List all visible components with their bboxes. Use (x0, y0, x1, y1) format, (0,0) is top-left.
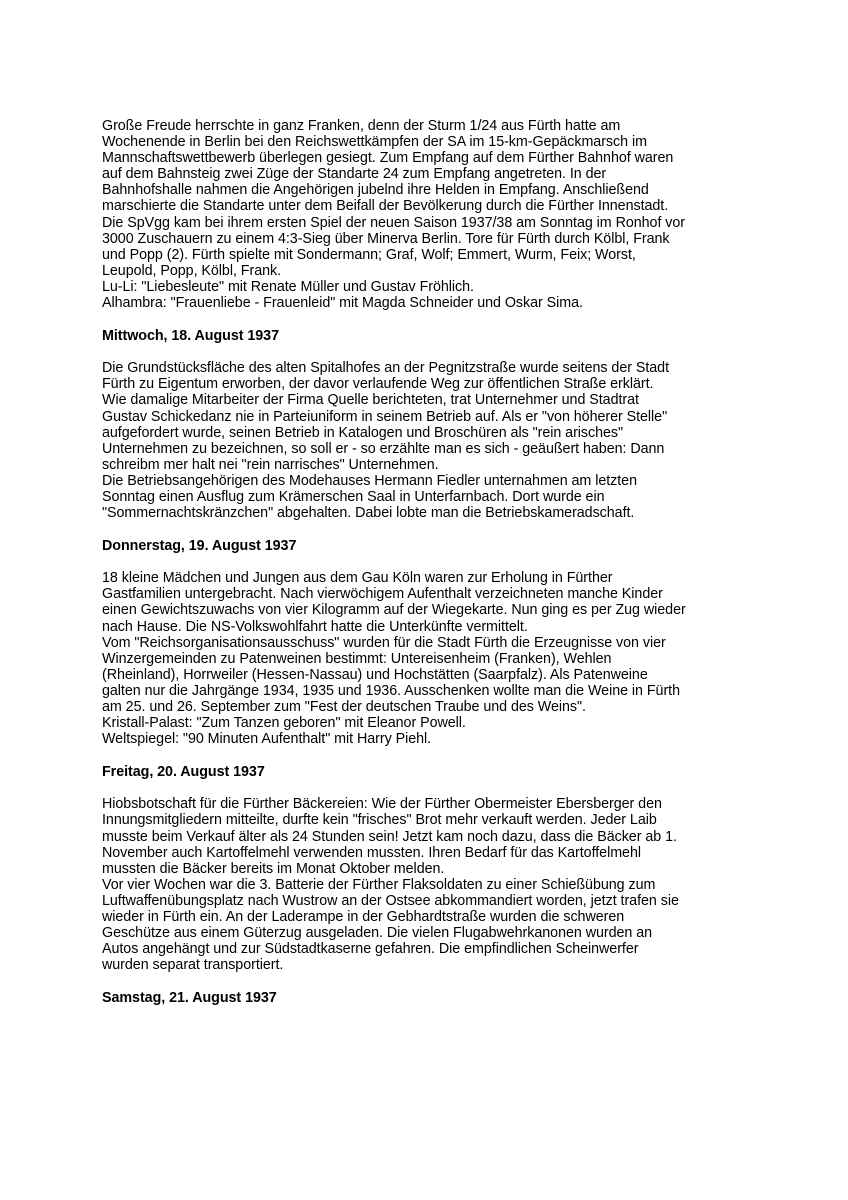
text-line: Kristall-Palast: "Zum Tanzen geboren" mit Eleanor Powell. (102, 715, 466, 732)
text-line: Gustav Schickedanz nie in Parteiuniform in seinem Betrieb auf. Als er "von höherer Stelle" (102, 408, 668, 425)
text-line: Fürth zu Eigentum erworben, der davor verlaufende Weg zur öffentlichen Straße erklärt. (102, 376, 654, 393)
text-line: Hiobsbotschaft für die Fürther Bäckereien: Wie der Fürther Obermeister Ebersberger den (102, 796, 662, 813)
text-line: 18 kleine Mädchen und Jungen aus dem Gau Köln waren zur Erholung in Fürther (102, 570, 613, 587)
section-wednesday (102, 328, 752, 522)
text-line: (Rheinland), Horrweiler (Hessen-Nassau) und Hochstätten (Saarpfalz). Als Patenweine (102, 666, 648, 683)
date-heading: Freitag, 20. August 1937 (102, 763, 265, 780)
text-line: aufgefordert wurde, seinen Betrieb in Katalogen und Broschüren als "rein arisches" (102, 424, 624, 441)
date-heading: Mittwoch, 18. August 1937 (102, 327, 279, 344)
text-line: musste beim Verkauf älter als 24 Stunden sein! Jetzt kam noch dazu, dass die Bäcker ab 1. (102, 828, 677, 845)
text-line: Bahnhofshalle nahmen die Angehörigen jubelnd ihre Helden in Empfang. Anschließend (102, 182, 649, 199)
text-line: Die Betriebsangehörigen des Modehauses Hermann Fiedler unternahmen am letzten (102, 472, 637, 489)
text-line: Sonntag einen Ausflug zum Krämerschen Saal in Unterfarnbach. Dort wurde ein (102, 488, 605, 505)
text-line: Winzergemeinden zu Patenweinen bestimmt: Untereisenheim (Franken), Wehlen (102, 650, 612, 667)
text-line: einen Gewichtszuwachs von vier Kilogramm auf der Wiegekarte. Nun ging es per Zug wieder (102, 602, 686, 619)
text-line: schreibm mer halt nei "rein narrisches" Unternehmen. (102, 456, 439, 473)
text-line: Die SpVgg kam bei ihrem ersten Spiel der neuen Saison 1937/38 am Sonntag im Ronhof vor (102, 214, 686, 231)
text-line: Gastfamilien untergebracht. Nach vierwöchigem Aufenthalt verzeichneten manche Kinder (102, 586, 663, 603)
text-line: und Popp (2). Fürth spielte mit Sondermann; Graf, Wolf; Emmert, Wurm, Feix; Worst, (102, 246, 636, 263)
date-heading: Donnerstag, 19. August 1937 (102, 537, 297, 554)
text-line: Unternehmen zu bezeichnen, so soll er - so erzählte man es sich - geäußert haben: Dann (102, 440, 665, 457)
spacer (102, 747, 752, 764)
text-line: Mannschaftswettbewerb überlegen gesiegt. Zum Empfang auf dem Fürther Bahnhof waren (102, 150, 674, 167)
text-line: Große Freude herrschte in ganz Franken, denn der Sturm 1/24 aus Fürth hatte am (102, 118, 621, 134)
text-line: Wie damalige Mitarbeiter der Firma Quelle berichteten, trat Unternehmer und Stadtrat (102, 392, 639, 409)
spacer (102, 973, 752, 990)
text-line: Luftwaffenübungsplatz nach Wustrow an der Ostsee abkommandiert worden, jetzt trafen sie (102, 892, 679, 909)
text-line: marschierte die Standarte unter dem Beifall der Bevölkerung durch die Fürther Innenstadt. (102, 198, 669, 215)
text-line: Die Grundstücksfläche des alten Spitalhofes an der Pegnitzstraße wurde seitens der Stadt (102, 360, 669, 377)
spacer (102, 344, 752, 361)
section-intro (102, 118, 752, 311)
spacer (102, 311, 752, 328)
text-line: mussten die Bäcker bereits im Monat Oktober melden. (102, 860, 445, 877)
text-line: Leupold, Popp, Kölbl, Frank. (102, 262, 282, 279)
section-thursday (102, 538, 752, 748)
text-line: 3000 Zuschauern zu einem 4:3-Sieg über Minerva Berlin. Tore für Fürth durch Kölbl, Frank (102, 230, 670, 247)
text-line: Alhambra: "Frauenliebe - Frauenleid" mit Magda Schneider und Oskar Sima. (102, 295, 583, 312)
text-line: Vor vier Wochen war die 3. Batterie der Fürther Flaksoldaten zu einer Schießübung zum (102, 876, 656, 893)
text-line: Wochenende in Berlin bei den Reichswettkämpfen der SA im 15-km-Gepäckmarsch im (102, 134, 647, 151)
text-line: wurden separat transportiert. (102, 957, 284, 974)
text-line: Lu-Li: "Liebesleute" mit Renate Müller und Gustav Fröhlich. (102, 278, 474, 295)
text-line: Innungsmitgliedern mitteilte, durfte kein "frisches" Brot mehr verkauft werden. Jeder Laib (102, 812, 657, 829)
spacer (102, 780, 752, 797)
section-saturday (102, 990, 752, 1006)
text-line: Autos angehängt und zur Südstadtkaserne gefahren. Die empfindlichen Scheinwerfer (102, 941, 639, 958)
text-line: wieder in Fürth ein. An der Laderampe in der Gebhardtstraße wurden die schweren (102, 909, 625, 926)
text-line: Geschütze aus einem Güterzug ausgeladen. Die vielen Flugabwehrkanonen wurden an (102, 925, 653, 942)
text-line: November auch Kartoffelmehl verwenden mussten. Ihren Bedarf für das Kartoffelmehl (102, 844, 641, 861)
text-line: "Sommernachtskränzchen" abgehalten. Dabei lobte man die Betriebskameradschaft. (102, 505, 635, 522)
section-friday (102, 764, 752, 974)
spacer (102, 521, 752, 538)
text-line: Weltspiegel: "90 Minuten Aufenthalt" mit Harry Piehl. (102, 731, 432, 748)
date-heading: Samstag, 21. August 1937 (102, 989, 277, 1006)
text-line: nach Hause. Die NS-Volkswohlfahrt hatte die Unterkünfte vermittelt. (102, 618, 528, 635)
text-line: auf dem Bahnsteig zwei Züge der Standarte 24 zum Empfang angetreten. In der (102, 166, 607, 183)
document-body (102, 118, 752, 1006)
text-line: am 25. und 26. September zum "Fest der deutschen Traube und des Weins". (102, 699, 586, 715)
spacer (102, 554, 752, 571)
text-line: galten nur die Jahrgänge 1934, 1935 und 1936. Ausschenken wollte man die Weine in Fürth (102, 682, 680, 699)
text-line: Vom "Reichsorganisationsausschuss" wurden für die Stadt Fürth die Erzeugnisse von vier (102, 634, 666, 651)
